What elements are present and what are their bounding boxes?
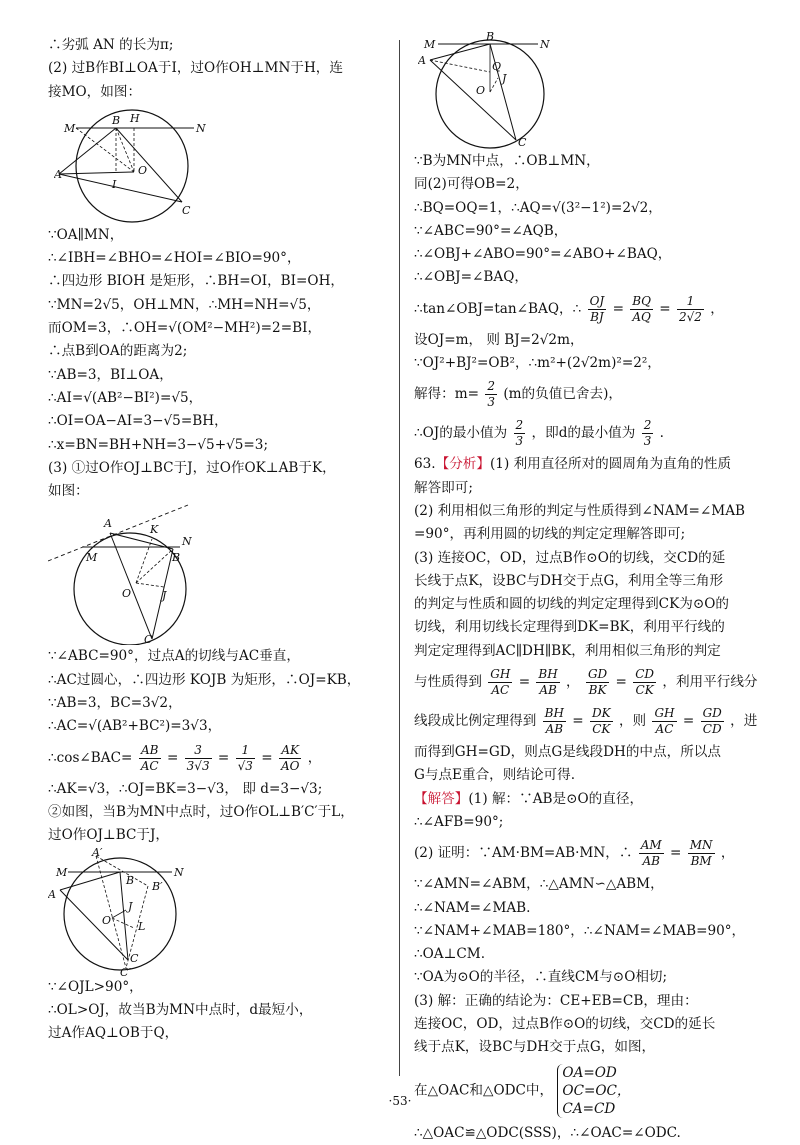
- text-line: ∵OA∥MN，: [48, 226, 124, 243]
- right-lines-c: [414, 477, 766, 663]
- left-column: [48, 34, 386, 1045]
- text-line: ∴AC=√(AB²+BC²)=3√3，: [48, 718, 222, 735]
- fig3-label-J: J: [128, 899, 133, 913]
- fig1-label-O: O: [138, 163, 148, 177]
- text-line: =90°，再利用圆的切线的判定定理解答即可;: [414, 526, 686, 543]
- tan-equation-line: ∴tan∠OBJ=tan∠BAQ，∴ $\frac{OJ}{BJ}$ = $\frac{BQ}{AQ}$ = $\frac{1}{2√2}$ ，: [414, 293, 724, 324]
- text-line: ∴△OAC≌△ODC(SSS)，∴∠OAC=∠ODC.: [414, 1124, 681, 1141]
- left-lines-b: [48, 224, 386, 504]
- left-lines-e: [48, 976, 386, 1046]
- fraction: $\frac{AB}{AC}$: [140, 742, 159, 773]
- fig3-label-M: M: [56, 865, 68, 879]
- text-line: (3) 解：正确的结论为：CE+EB=CB，理由：: [414, 992, 698, 1009]
- text-line: (2) 过B作BI⊥OA于I，过O作OH⊥MN于H，连: [48, 60, 343, 77]
- text-line: ②如图，当B为MN中点时，过O作OL⊥B′C′于L，: [48, 803, 354, 820]
- fig4-label-O: O: [476, 84, 486, 97]
- text-line: ∵∠OJL>90°，: [48, 978, 143, 995]
- similarity-line-2: 线段成比例定理得到 $\frac{BH}{AB}$ = $\frac{DK}{CK}$ ，则 $\frac{GH}{AC}$ = $\frac{GD}{CD}$ ，进: [414, 706, 758, 737]
- text-line: 的判定与性质和圆的切线的判定定理得到CK为⊙O的: [414, 596, 729, 613]
- text-line: ∴∠IBH=∠BHO=∠HOI=∠BIO=90°，: [48, 250, 301, 267]
- text-line: ∵AB=3，BI⊥OA，: [48, 366, 173, 383]
- page-number: ·53·: [388, 1094, 412, 1108]
- fraction: $\frac{MN}{BM}$: [689, 838, 713, 869]
- fig3-label-A-prime: A′: [92, 847, 103, 859]
- text-line: ∴∠AFB=90°;: [414, 813, 504, 830]
- solve-equation-line: 解得：m= $\frac{2}{3}$ (m的负值已舍去)，: [414, 379, 623, 410]
- text-line: ∵∠ABC=90°=∠AQB，: [414, 222, 568, 239]
- fig3-label-N: N: [174, 865, 184, 879]
- fraction: $\frac{BH}{AB}$: [544, 706, 564, 737]
- fig1-label-C: C: [182, 203, 191, 217]
- fraction: $\frac{AK}{AO}$: [280, 742, 300, 773]
- fig3-label-C: C: [130, 951, 139, 965]
- equation-system-brace: OA=OD OC=OC， CA=CD: [557, 1064, 630, 1118]
- text-line: 过A作AQ⊥OB于Q，: [48, 1025, 179, 1042]
- text-line: ∵MN=2√5，OH⊥MN，∴MH=NH=√5，: [48, 296, 321, 313]
- text-line: ∵∠AMN=∠ABM，∴△AMN∽△ABM，: [414, 876, 664, 893]
- text-line: 过O作OJ⊥BC于J，: [48, 827, 169, 844]
- text-line: ∴x=BN=BH+NH=3−√5+√5=3;: [48, 436, 269, 453]
- text-line: 同(2)可得OB=2，: [414, 176, 529, 193]
- text-line: (3) 连接OC，OD，过点B作⊙O的切线，交CD的延: [414, 549, 726, 566]
- fig4-label-N: N: [540, 38, 550, 51]
- fig3-label-B: B: [126, 873, 135, 887]
- fraction: $\frac{GD}{BK}$: [587, 667, 608, 698]
- proof-equation-line: (2) 证明：∵AM·BM=AB·MN，∴ $\frac{AM}{AB}$ = $\frac{MN}{BM}$ ，: [414, 838, 735, 869]
- text-line: ∵AB=3，BC=3√2，: [48, 695, 182, 712]
- fraction: $\frac{1}{2√2}$: [678, 293, 702, 324]
- text-line: ∴OA⊥CM.: [414, 946, 486, 963]
- fig3-label-L: L: [138, 919, 146, 933]
- fraction: $\frac{1}{√3}$: [237, 742, 253, 773]
- right-lines-d: [414, 741, 766, 788]
- fraction: $\frac{2}{3}$: [643, 418, 652, 449]
- figure-1-circle-diagram: [54, 104, 224, 224]
- text-line: 设OJ=m， 则 BJ=2√2m，: [414, 331, 584, 348]
- text-line: 判定定理得到AC∥DH∥BK，利用相似三角形的判定: [414, 642, 721, 659]
- text-line: (2) 利用相似三角形的判定与性质得到∠NAM=∠MAB: [414, 502, 746, 519]
- question-63-heading: 63.【分析】(1) 利用直径所对的圆周角为直角的性质: [414, 456, 732, 473]
- fraction: $\frac{GH}{AC}$: [490, 667, 511, 698]
- fig2-label-C: C: [144, 633, 153, 646]
- fraction: $\frac{DK}{CK}$: [592, 706, 611, 737]
- right-column: [414, 34, 766, 1145]
- fig2-label-M: M: [86, 551, 98, 565]
- fig1-label-H: H: [130, 111, 140, 125]
- right-lines-f: [414, 873, 766, 1059]
- right-lines-a: [414, 150, 766, 290]
- fraction: $\frac{AM}{AB}$: [640, 838, 662, 869]
- text-line: 如图：: [48, 483, 89, 500]
- text-line: ∴AI=√(AB²−BI²)=√5，: [48, 389, 203, 406]
- text-line: ∴劣弧 AN 的长为π;: [48, 37, 174, 53]
- fig2-label-K: K: [150, 523, 159, 537]
- text-line: ∵∠ABC=90°，过点A的切线与AC垂直，: [48, 648, 300, 665]
- fraction: $\frac{CD}{CK}$: [635, 667, 655, 698]
- fig2-label-J: J: [162, 589, 167, 603]
- analysis-tag: 【分析】: [435, 456, 490, 473]
- right-lines-b: [414, 329, 766, 376]
- fig3-label-C-prime: C′: [120, 965, 131, 976]
- left-lines-d: [48, 778, 386, 848]
- fig1-label-I: I: [112, 177, 117, 191]
- congruence-system-line: 在△OAC和△ODC中， OA=OD OC=OC， CA=CD: [414, 1064, 631, 1117]
- fig4-label-Q: Q: [492, 60, 502, 73]
- text-line: ∵OJ²+BJ²=OB²，∴m²+(2√2m)²=2²，: [414, 355, 661, 372]
- fig4-label-C: C: [518, 136, 527, 149]
- text-line: ∴∠NAM=∠MAB.: [414, 899, 531, 916]
- fig1-label-N: N: [196, 121, 206, 135]
- similarity-line-1: 与性质得到 $\frac{GH}{AC}$ = $\frac{BH}{AB}$ ， $\frac{GD}{BK}$ = $\frac{CD}{CK}$ ，利用平行线分: [414, 667, 758, 698]
- fig2-label-A: A: [104, 517, 112, 531]
- text-line: ∴OI=OA−AI=3−√5=BH，: [48, 413, 228, 430]
- text-line: 解答即可;: [414, 479, 473, 496]
- fig4-label-M: M: [424, 38, 436, 51]
- fig1-label-A: A: [54, 167, 62, 181]
- fig2-label-O: O: [122, 587, 132, 601]
- fig3-label-O: O: [102, 913, 112, 927]
- text-line: 接MO，如图：: [48, 83, 142, 100]
- text-line: ∴∠OBJ=∠BAQ，: [414, 269, 528, 286]
- fig4-label-J: J: [502, 72, 507, 85]
- text-line: 切线，利用切线长定理得到DK=BK，利用平行线的: [414, 619, 725, 636]
- fraction: $\frac{GH}{AC}$: [654, 706, 675, 737]
- answer-tag: 【解答】: [414, 790, 469, 807]
- minimum-value-line: ∴OJ的最小值为 $\frac{2}{3}$ ，即d的最小值为 $\frac{2}{3}$ .: [414, 418, 664, 449]
- fig1-label-B: B: [112, 113, 121, 127]
- fig2-label-N: N: [182, 535, 192, 549]
- left-lines-a: [48, 34, 386, 104]
- text-line: ∴AC过圆心，∴四边形 KOJB 为矩形，∴OJ=KB，: [48, 671, 361, 688]
- fraction: $\frac{3}{3√3}$: [186, 742, 210, 773]
- fraction: $\frac{2}{3}$: [487, 379, 496, 410]
- text-line: 长线于点K，设BC与DH交于点G，利用全等三角形: [414, 572, 724, 589]
- text-line: (3) ①过O作OJ⊥BC于J，过O作OK⊥AB于K，: [48, 459, 336, 476]
- left-lines-c: [48, 645, 386, 738]
- fraction: $\frac{GD}{CD}$: [702, 706, 722, 737]
- text-line: ∴BQ=OQ=1，∴AQ=√(3²−1²)=2√2，: [414, 199, 662, 216]
- text-line: 连接OC，OD，过点B作⊙O的切线，交CD的延长: [414, 1016, 716, 1033]
- text-line: ∴点B到OA的距离为2;: [48, 343, 188, 360]
- text-line: ∵OA为⊙O的半径，∴直线CM与⊙O相切;: [414, 969, 668, 986]
- text-line: 而得到GH=GD，则点G是线段DH的中点，所以点: [414, 744, 721, 761]
- text-line: ∵∠NAM+∠MAB=180°，∴∠NAM=∠MAB=90°，: [414, 922, 746, 939]
- text-line: ∴OL>OJ，故当B为MN中点时，d最短小，: [48, 1001, 313, 1018]
- figure-2-circle-diagram: [48, 503, 198, 645]
- fig4-label-B: B: [486, 32, 495, 43]
- fig2-label-B: B: [172, 551, 181, 565]
- text-line: G与点E重合，则结论可得.: [414, 767, 576, 784]
- fig3-label-A: A: [48, 887, 56, 901]
- answer-heading: 【解答】(1) 解：∵AB是⊙O的直径，: [414, 790, 644, 807]
- column-divider: [399, 40, 400, 1076]
- text-line: 线于点K，设BC与DH交于点G，如图，: [414, 1039, 656, 1056]
- fig4-label-A: A: [418, 54, 426, 67]
- text-line: ∴四边形 BIOH 是矩形，∴BH=OI，BI=OH，: [48, 273, 345, 290]
- cos-equation-line: ∴cos∠BAC= $\frac{AB}{AC}$ = $\frac{3}{3√3}$ = $\frac{1}{√3}$ = $\frac{AK}{AO}$ ，: [48, 742, 322, 773]
- text-line: ∴AK=√3，∴OJ=BK=3−√3， 即 d=3−√3;: [48, 780, 323, 797]
- fraction: $\frac{OJ}{BJ}$: [589, 293, 605, 324]
- text-line: ∴∠OBJ+∠ABO=90°=∠ABO+∠BAQ，: [414, 246, 672, 263]
- text-line: 而OM=3，∴OH=√(OM²−MH²)=2=BI，: [48, 320, 322, 337]
- text-line: ∵B为MN中点，∴OB⊥MN，: [414, 153, 600, 169]
- fraction: $\frac{BH}{AB}$: [538, 667, 558, 698]
- figure-3-circle-diagram: [48, 848, 188, 976]
- fig3-label-B-prime: B′: [152, 879, 163, 893]
- fraction: $\frac{2}{3}$: [515, 418, 524, 449]
- figure-4-circle-diagram: [418, 32, 558, 150]
- fraction: $\frac{BQ}{AQ}$: [632, 293, 651, 324]
- fig1-label-M: M: [64, 121, 76, 135]
